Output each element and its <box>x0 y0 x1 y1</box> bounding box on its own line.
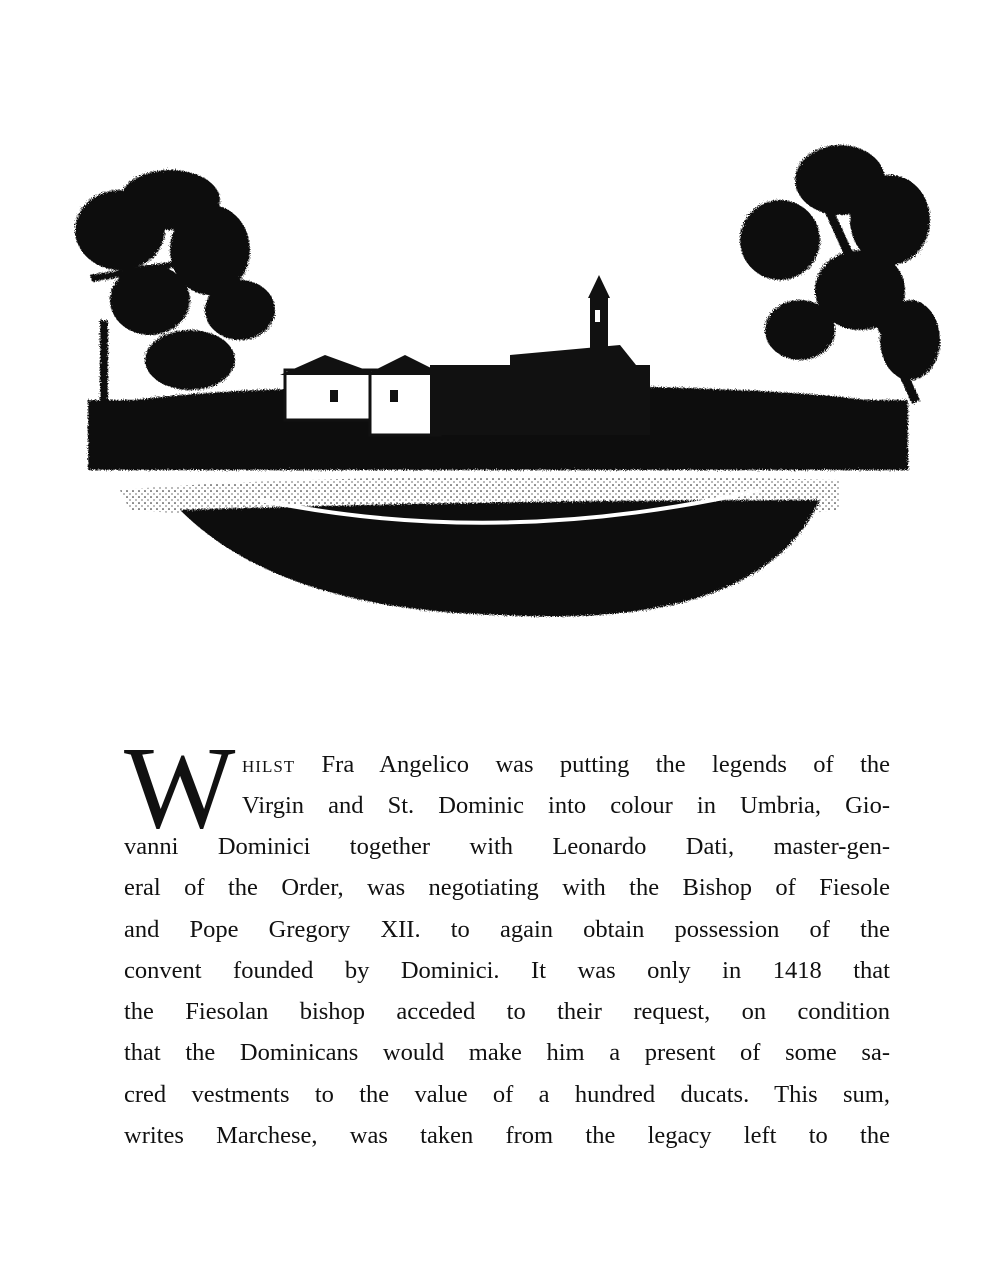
text-line-3: vanni Dominici together with Leonardo Dati, master-gen- <box>124 833 890 860</box>
drop-cap: W <box>124 722 236 853</box>
right-tree <box>740 145 940 404</box>
text-line-7: the Fiesolan bishop acceded to their request, on condition <box>124 998 890 1025</box>
landscape-engraving-icon <box>60 70 960 650</box>
text-line-1 <box>242 744 890 785</box>
text-line-2: Virgin and St. Dominic into colour in Umbria, Gio- <box>242 792 890 819</box>
text-line-5: and Pope Gregory XII. to again obtain possession of the <box>124 916 890 943</box>
text-line-4: eral of the Order, was negotiating with the Bishop of Fiesole <box>124 874 890 901</box>
text-line-8: that the Dominicans would make him a present of some sa- <box>124 1039 890 1066</box>
text-line-6: convent founded by Dominici. It was only in 1418 that <box>124 957 890 984</box>
text-line-9: cred vestments to the value of a hundred ducats. This sum, <box>124 1081 890 1108</box>
landscape-illustration <box>60 70 960 650</box>
convent-buildings <box>280 275 650 435</box>
line-1-rest: Fra Angelico was putting the legends of the <box>295 751 890 778</box>
first-word-smallcaps: hilst <box>242 751 296 778</box>
foreground-grass <box>120 477 840 617</box>
text-line-10: writes Marchese, was taken from the legacy left to the <box>124 1122 890 1149</box>
